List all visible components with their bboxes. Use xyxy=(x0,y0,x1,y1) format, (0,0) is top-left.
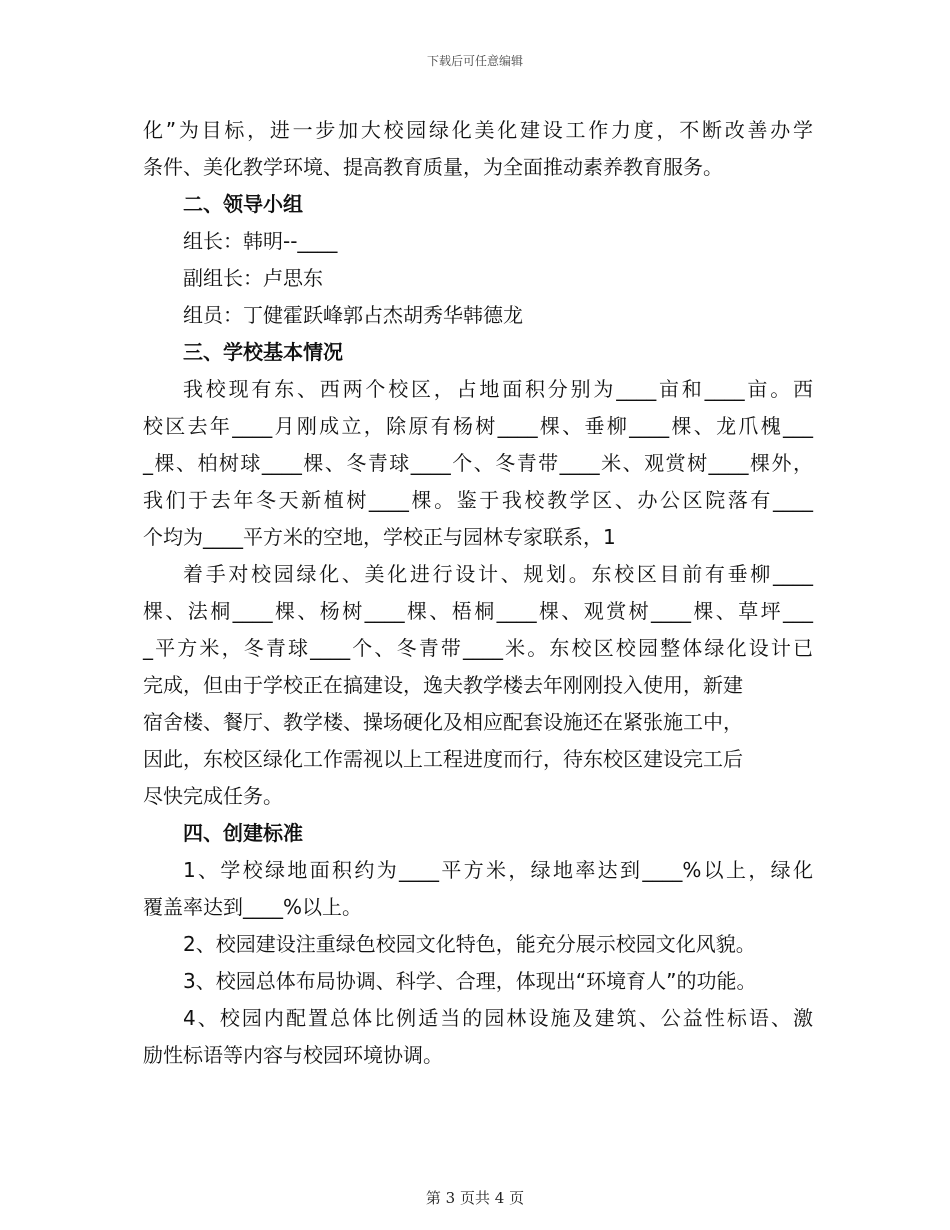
text-line: 1、学校绿地面积约为____平方米，绿地率达到____%以上，绿化 xyxy=(183,858,813,882)
text-line: 4、校园内配置总体比例适当的园林设施及建筑、公益性标语、激 xyxy=(183,1006,813,1030)
text-line: 因此，东校区绿化工作需视以上工程进度而行，待东校区建设完工后 xyxy=(143,747,743,771)
text-line: 宿舍楼、餐厅、教学楼、操场硬化及相应配套设施还在紧张施工中， xyxy=(143,710,743,734)
text-line: 2、校园建设注重绿色校园文化特色，能充分展示校园文化风貌。 xyxy=(183,932,756,956)
text-line: 励性标语等内容与校园环境协调。 xyxy=(143,1043,443,1067)
section-heading: 三、学校基本情况 xyxy=(183,340,343,364)
section-heading: 四、创建标准 xyxy=(183,821,303,845)
text-line: _平方米，冬青球____个、冬青带____米。东校区校园整体绿化设计已 xyxy=(143,636,813,660)
page-header: 下载后可任意编辑 xyxy=(426,54,523,68)
text-line: 化”为目标，进一步加大校园绿化美化建设工作力度，不断改善办学 xyxy=(143,118,813,142)
text-line: 3、校园总体布局协调、科学、合理，体现出“环境育人”的功能。 xyxy=(183,969,757,993)
text-line: 我们于去年冬天新植树____棵。鉴于我校教学区、办公区院落有____ xyxy=(143,488,813,512)
text-line: 覆盖率达到____%以上。 xyxy=(143,895,363,919)
text-line: 棵、法桐____棵、杨树____棵、梧桐____棵、观赏树____棵、草坪___ xyxy=(143,599,813,623)
text-line: 副组长：卢思东 xyxy=(183,266,323,290)
text-line: 完成，但由于学校正在搞建设，逸夫教学楼去年刚刚投入使用，新建 xyxy=(143,673,743,697)
document-body xyxy=(143,112,813,1074)
page-footer: 第 3 页共 4 页 xyxy=(425,1189,525,1207)
text-line: _棵、柏树球____棵、冬青球____个、冬青带____米、观赏树____棵外， xyxy=(143,451,813,475)
section-heading: 二、领导小组 xyxy=(183,192,303,216)
text-line: 我校现有东、西两个校区，占地面积分别为____亩和____亩。西 xyxy=(183,377,813,401)
text-line: 着手对校园绿化、美化进行设计、规划。东校区目前有垂柳____ xyxy=(183,562,813,586)
text-line: 个均为____平方米的空地，学校正与园林专家联系，1 xyxy=(143,525,616,549)
text-line: 条件、美化教学环境、提高教育质量，为全面推动素养教育服务。 xyxy=(143,155,723,179)
text-line: 尽快完成任务。 xyxy=(143,784,283,808)
text-line: 组长：韩明--____ xyxy=(183,229,338,253)
text-line: 校区去年____月刚成立，除原有杨树____棵、垂柳____棵、龙爪槐___ xyxy=(143,414,813,438)
text-line: 组员：丁健霍跃峰郭占杰胡秀华韩德龙 xyxy=(183,303,523,327)
